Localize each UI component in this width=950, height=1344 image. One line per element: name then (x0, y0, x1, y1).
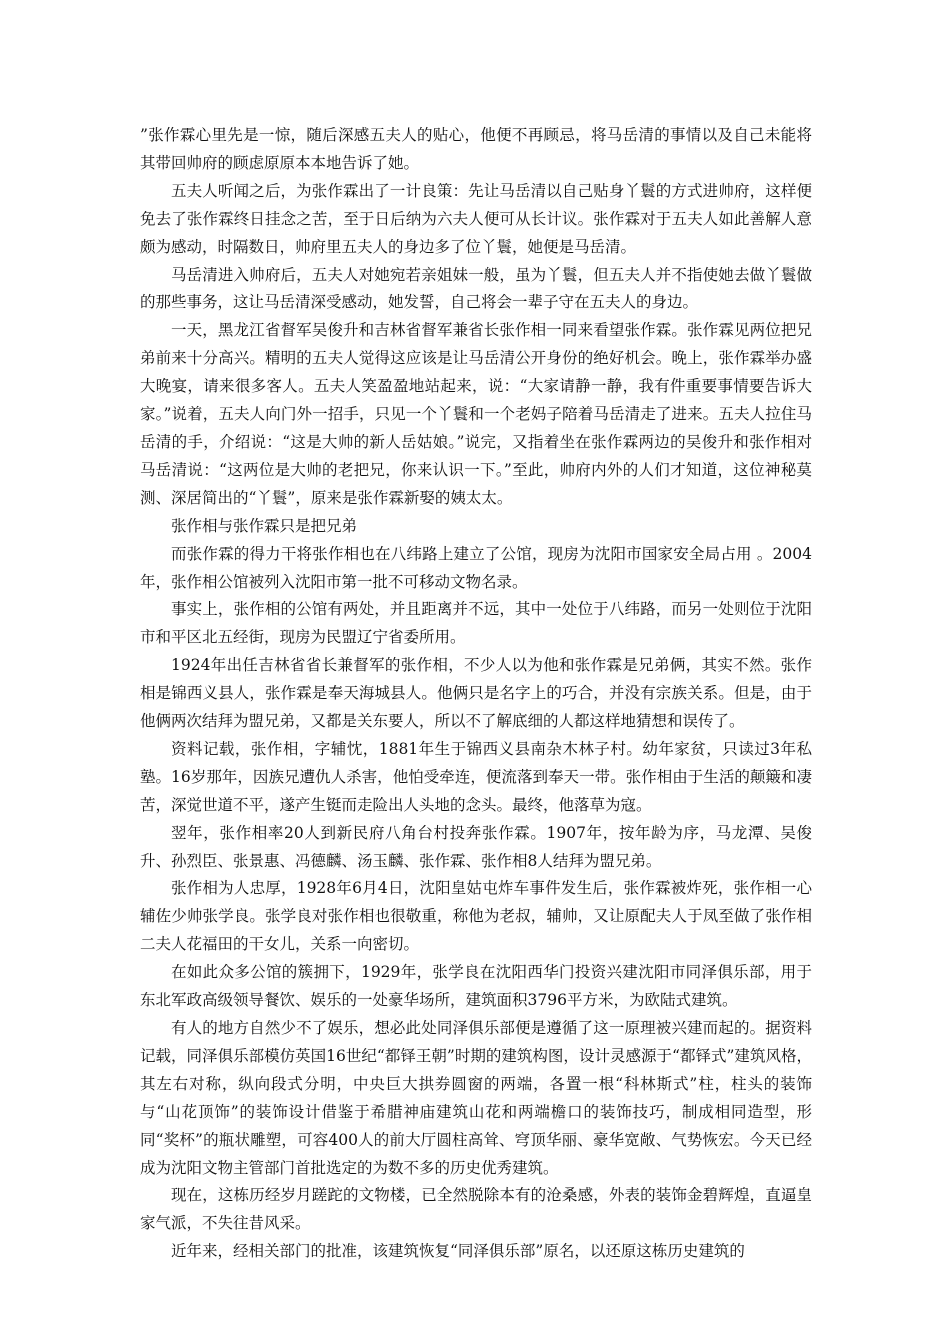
section-heading: 张作相与张作霖只是把兄弟 (171, 516, 358, 535)
paragraph: 一天，黑龙江省督军吴俊升和吉林省督军兼省长张作相一同来看望张作霖。张作霖见两位把兄弟前来十分高兴。精明的五夫人觉得这应该是让马岳清公开身份的绝好机会。晚上，张作霖举办盛大晚宴，请来很多客人。五夫人笑盈盈地站起来，说：“大家请静一静，我有件重要事情要告诉大家。”说着，五夫人向门外一招手，只见一个丫鬟和一个老妈子陪着马岳清走了进来。五夫人拉住马岳清的手，介绍说：“这是大帅的新人岳姑娘。”说完，又指着坐在张作霖两边的吴俊升和张作相对马岳清说：“这两位是大帅的老把兄，你来认识一下。”至此，帅府内外的人们才知道，这位神秘莫测、深居简出的“丫鬟”，原来是张作霖新娶的姨太太。 (140, 321, 812, 507)
paragraph: 五夫人听闻之后，为张作霖出了一计良策：先让马岳清以自己贴身丫鬟的方式进帅府，这样便免去了张作霖终日挂念之苦，至于日后纳为六夫人便可从长计议。张作霖对于五夫人如此善解人意颇为感动，时隔数日，帅府里五夫人的身边多了位丫鬟，她便是马岳清。 (140, 181, 812, 256)
paragraph: 翌年，张作相率20人到新民府八角台村投奔张作霖。1907年，按年龄为序，马龙潭、吴俊升、孙烈臣、张景惠、冯德麟、汤玉麟、张作霖、张作相8人结拜为盟兄弟。 (140, 823, 812, 870)
paragraph: 事实上，张作相的公馆有两处，并且距离并不远，其中一处位于八纬路，而另一处则位于沈阳市和平区北五经街，现房为民盟辽宁省委所用。 (140, 600, 812, 647)
paragraph: 而张作霖的得力干将张作相也在八纬路上建立了公馆，现房为沈阳市国家安全局占用 。2004年，张作相公馆被列入沈阳市第一批不可移动文物名录。 (140, 544, 812, 591)
paragraph: 近年来，经相关部门的批准，该建筑恢复“同泽俱乐部”原名，以还原这栋历史建筑的 (171, 1242, 745, 1261)
paragraph: 资料记载，张作相，字辅忱，1881年生于锦西义县南杂木林子村。幼年家贫，只读过3年私塾。16岁那年，因族兄遭仇人杀害，他怕受牵连，便流落到奉天一带。张作相由于生活的颠簸和凄苦，深觉世道不平，遂产生铤而走险出人头地的念头。最终，他落草为寇。 (140, 739, 812, 814)
paragraph: 现在，这栋历经岁月蹉跎的文物楼，已全然脱除本有的沧桑感，外表的装饰金碧辉煌，直逼皇家气派，不失往昔风采。 (140, 1186, 812, 1233)
paragraph: 张作相为人忠厚，1928年6月4日，沈阳皇姑屯炸车事件发生后，张作霖被炸死，张作相一心辅佐少帅张学良。张学良对张作相也很敬重，称他为老叔，辅帅，又让原配夫人于凤至做了张作相二夫人花福田的干女儿，关系一向密切。 (140, 879, 812, 954)
paragraph: 1924年出任吉林省省长兼督军的张作相，不少人以为他和张作霖是兄弟俩，其实不然。张作相是锦西义县人，张作霖是奉天海城县人。他俩只是名字上的巧合，并没有宗族关系。但是，由于他俩两次结拜为盟兄弟，又都是关东要人，所以不了解底细的人都这样地猜想和误传了。 (140, 656, 812, 731)
article-body (140, 122, 812, 1266)
paragraph: 在如此众多公馆的簇拥下，1929年，张学良在沈阳西华门投资兴建沈阳市同泽俱乐部，用于东北军政高级领导餐饮、娱乐的一处豪华场所，建筑面积3796平方米，为欧陆式建筑。 (140, 963, 812, 1010)
paragraph: ”张作霖心里先是一惊，随后深感五夫人的贴心，他便不再顾忌，将马岳清的事情以及自己未能将其带回帅府的顾虑原原本本地告诉了她。 (140, 126, 812, 172)
paragraph: 马岳清进入帅府后，五夫人对她宛若亲姐妹一般，虽为丫鬟，但五夫人并不指使她去做丫鬟做的那些事务，这让马岳清深受感动，她发誓，自己将会一辈子守在五夫人的身边。 (140, 265, 812, 312)
paragraph: 有人的地方自然少不了娱乐，想必此处同泽俱乐部便是遵循了这一原理被兴建而起的。据资料记载，同泽俱乐部模仿英国16世纪“都铎王朝”时期的建筑构图，设计灵感源于“都铎式”建筑风格，其左右对称，纵向段式分明，中央巨大拱券圆窗的两端，各置一根“科林斯式”柱，柱头的装饰与“山花顶饰”的装饰设计借鉴于希腊神庙建筑山花和两端檐口的装饰技巧，制成相同造型，形同“奖杯”的瓶状雕塑，可容400人的前大厅圆柱高耸、穹顶华丽、豪华宽敞、气势恢宏。今天已经成为沈阳文物主管部门首批选定的为数不多的历史优秀建筑。 (140, 1019, 812, 1177)
